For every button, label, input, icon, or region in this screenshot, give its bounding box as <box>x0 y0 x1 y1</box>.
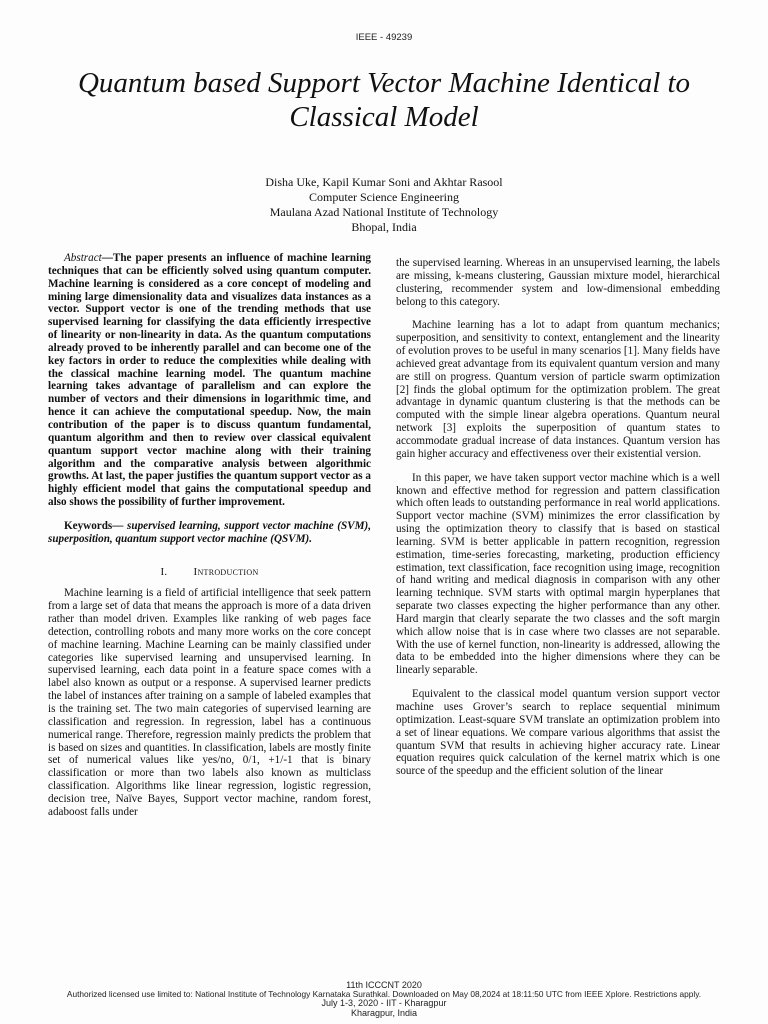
intro-paragraph-1: Machine learning is a field of artificial intelligence that seek pattern from a large set of data that means the approach is more of a data driven rather than model driven. Examples like ranking of web pages face detection, controlling robots and many more works on the core concept of machine learning. Machine Learning can be mainly classified under categories like supervised learning and unsupervised learning. In supervised learning, each data point in a feature space comes with a label also known as output or a response. A supervised learner predicts the label of instances after training on a sample of labeled examples that is the training set. The two main categories of supervised learning are classification and regression. In regression, label has a continuous numerical range. Therefore, regression mainly predicts the problem that is based on sizes and quantities. In classification, labels are mostly finite set of numerical values like yes/no, 0/1, +1/-1 that is binary classification or more than two labels also known as multiclass classification. Algorithms like linear regression, logistic regression, decision tree, Naïve Bayes, Support vector machine, random forest, adaboost falls under <box>48 587 371 818</box>
author-city: Bhopal, India <box>351 220 417 234</box>
footer-city: Kharagpur, India <box>350 1008 418 1018</box>
conference-id-header: IEEE - 49239 <box>355 32 413 43</box>
abstract-label: Abstract <box>64 252 102 264</box>
body-paragraph-qsvm: Equivalent to the classical model quantum version support vector machine uses Grover’s search to replace sequential minimum optimization. Least-square SVM translate an optimization problem into a set of linear equations. We compare various algorithms that assist the quantum SVM that results in achieving higher accuracy rate. Linear equation requires quick calculation of the kernel matrix which is one source of the speedup and the efficient solution of the linear <box>396 688 720 778</box>
body-paragraph-svm: In this paper, we have taken support vector machine which is a well known and effective method for regression and pattern classification which often leads to outstanding performance in real world applications. Support vector machine (SVM) minimizes the error classification by using the optimization theory to classify that is based on stastical learning. SVM is better applicable in pattern recognition, regression estimation, time-series forecasting, marketing, production efficiency estimation, text classification, face recognition using image, recognition of hand writing and medical diagnosis in comparison with any other learning technique. SVM starts with optimal margin hyperplanes that separate two classes expecting the higher performance than any other. Hard margin that clearly separate the two classes and the soft margin which allow noise that is in case where two classes are not separable. With the use of kernel function, non-linearity is addressed, allowing the data to be embedded into the higher dimensions where they can be linearly separable. <box>396 471 720 677</box>
section-number: I. <box>160 565 168 578</box>
keywords-label: Keywords <box>64 519 113 532</box>
keywords-text: supervised learning, support vector machine (SVM), superposition, quantum support vector machine (QSVM). <box>48 519 371 545</box>
abstract-text: The paper presents an influence of machine learning techniques that can be efficiently solved using quantum computer. Machine learning is considered as a core concept of modeling and mining large dimensionality data and visualizes data instances as a vector. Support vector is one of the trending methods that use supervised learning for classifying the data efficiently irrespective of linearity or non-linearity in data. As the quantum computations already proved to be inherently parallel and can become one of the key factors in order to reduce the complexities while dealing with the classical machine learning model. The quantum machine learning takes advantage of parallelism and can explore the number of vectors and their dimensions in logarithmic time, and hence it can achieve the computational speedup. Now, the main contribution of the paper is to discuss quantum fundamental, quantum algorithm and then to review over classical equivalent quantum support vector machine along with their training algorithm and the comparative analysis between algorithmic growths. At last, the paper justifies the quantum support vector as a highly efficient model that gains the computational speedup and also shows the possibility of further improvement. <box>48 252 371 509</box>
footer-dates: July 1-3, 2020 - IIT - Kharagpur <box>321 998 447 1008</box>
author-institute: Maulana Azad National Institute of Technology <box>269 205 499 219</box>
section-title: Introduction <box>193 565 259 578</box>
abstract: Abstract—The paper presents an influence of machine learning techniques that can be efficiently solved using quantum computer. Machine learning is considered as a core concept of modeling and mining large dimensionality data and visualizes data instances as a vector. Support vector is one of the trending methods that use supervised learning for classifying the data efficiently irrespective of linearity or non-linearity in data. As the quantum computations already proved to be inherently parallel and can become one of the key factors in order to reduce the complexities while dealing with the classical machine learning model. The quantum machine learning takes advantage of parallelism and can explore the number of vectors and their dimensions in logarithmic time, and hence it can achieve the computational speedup. Now, the main contribution of the paper is to discuss quantum fundamental, quantum algorithm and then to review over classical equivalent quantum support vector machine along with their training algorithm and the comparative analysis between algorithmic growths. At last, the paper justifies the quantum support vector as a highly efficient model that gains the computational speedup and also shows the possibility of further improvement. <box>48 252 371 509</box>
author-names: Disha Uke, Kapil Kumar Soni and Akhtar Rasool <box>265 175 503 189</box>
keywords: Keywords— supervised learning, support vector machine (SVM), superposition, quantum support vector machine (QSVM). <box>48 519 371 545</box>
author-department: Computer Science Engineering <box>309 190 459 204</box>
footer-conference: 11th ICCCNT 2020 <box>346 980 422 990</box>
section-heading-introduction <box>48 566 371 579</box>
right-column <box>396 257 720 789</box>
paper-title: Quantum based Support Vector Machine Identical to Classical Model <box>77 67 691 133</box>
body-paragraph-continued: the supervised learning. Whereas in an unsupervised learning, the labels are missing, k-means clustering, Gaussian mixture model, hierarchical clustering, recommender system and low-dimensional embedding belong to this category. <box>396 257 720 308</box>
author-block <box>0 175 768 235</box>
left-column <box>48 252 371 830</box>
body-paragraph-quantum-ml: Machine learning has a lot to adapt from quantum mechanics; superposition, and sensitivity to context, entanglement and the linearity of evolution proves to be useful in many scenarios [1]. Many fields have achieved great advantage from its equivalent quantum version and many are still on progress. Quantum version of particle swarm optimization [2] finds the global optimum for the optimization problem. The great advantage in dynamic quantum clustering is that the methods can be computed with the simple linear algebra operations. Quantum neural network [3] exploits the superposition of quantum states to accommodate gradual increase of data instances. Quantum version has gain higher accuracy and effectiveness over their existential version. <box>396 319 720 460</box>
footer-license-notice: Authorized licensed use limited to: National Institute of Technology Karnataka Surathkal. Downloaded on May 08,2024 at 18:11:50 UTC from IEEE Xplore. Restrictions apply. <box>66 989 702 999</box>
